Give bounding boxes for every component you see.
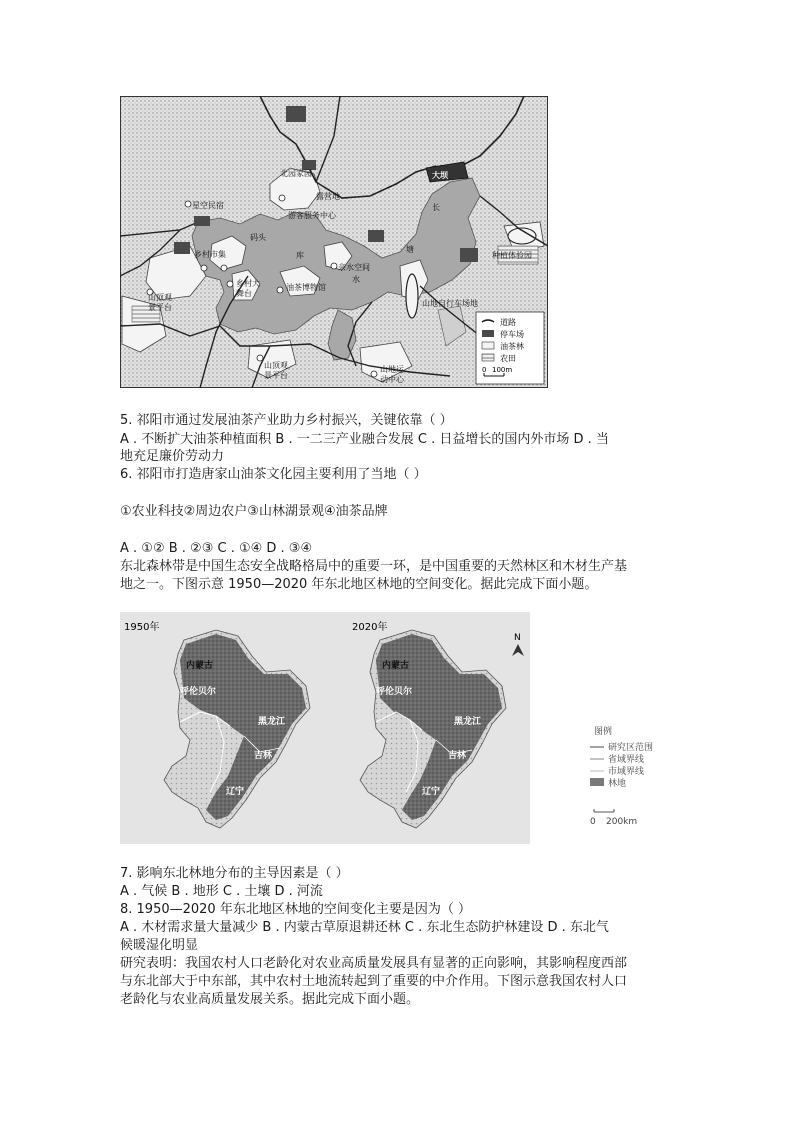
legend-parking: 停车场 — [500, 330, 524, 339]
label-tang: 塘 — [406, 245, 414, 254]
question-6-options: A . ①② B . ②③ C . ①④ D . ③④ — [120, 541, 313, 556]
map1-legend — [476, 312, 544, 384]
legend-study-area: 研究区范围 — [608, 743, 654, 753]
label-oil-tea-museum: 油茶博物馆 — [286, 283, 326, 292]
label-heilongjiang-2020: 黑龙江 — [454, 717, 482, 727]
year-label-1950: 1950年 — [124, 622, 160, 633]
legend-forest: 林地 — [608, 779, 627, 789]
intro-aging-line2: 与东北部大于中东部，其中农村土地流转起到了重要的中介作用。下图示意我国农村人口 — [120, 974, 628, 989]
parking-lot — [368, 230, 384, 242]
legend-title: 图例 — [594, 727, 613, 737]
question-7-options: A . 气候 B . 地形 C . 土壤 D . 河流 — [120, 884, 323, 899]
question-5-options-line2: 地充足廉价劳动力 — [120, 449, 225, 464]
oil-tea-park-map — [120, 96, 548, 388]
label-starry-homestay: 星空民宿 — [192, 201, 224, 210]
legend-scale-length: 200km — [606, 817, 638, 827]
question-5-stem: 5. 祁阳市通过发展油茶产业助力乡村振兴，关键依靠（ ） — [120, 413, 453, 428]
label-village-stage-2: 舞台 — [236, 289, 252, 298]
legend-city-line: 市域界线 — [608, 767, 645, 777]
label-dam: 大坝 — [432, 171, 448, 180]
label-village-stage-1: 乡村大 — [236, 279, 260, 288]
year-label-2020: 2020年 — [352, 622, 388, 633]
map2-legend — [590, 725, 653, 827]
label-viewpoint-1b: 景平台 — [148, 303, 172, 312]
label-reservoir-ku: 库 — [296, 251, 304, 260]
question-8-options-line1: A . 木材需求量大量减少 B . 内蒙古草原退耕还林 C . 东北生态防护林建设 D . 东北气 — [120, 920, 609, 935]
legend-scale-length: 100m — [492, 366, 513, 374]
label-bike-field: 山地自行车场地 — [422, 299, 478, 308]
question-6-items: ①农业科技②周边农户③山林湖景观④油茶品牌 — [120, 504, 388, 519]
label-liaoning-2020: 辽宁 — [422, 787, 441, 797]
legend-road: 道路 — [500, 318, 516, 327]
legend-scale-zero: 0 — [482, 366, 487, 374]
question-6-stem: 6. 祁阳市打造唐家山油茶文化园主要利用了当地（ ） — [120, 467, 427, 482]
question-8-stem: 8. 1950—2020 年东北地区林地的空间变化主要是因为（ ） — [120, 902, 471, 917]
label-water: 水 — [352, 275, 360, 284]
intro-northeast-forest-line1: 东北森林带是中国生态安全战略格局中的重要一环，是中国重要的天然林区和木材生产基 — [120, 559, 628, 574]
parking-lot — [194, 216, 210, 226]
label-north-garden: 北园家园 — [280, 169, 312, 178]
parking-lot — [286, 106, 306, 122]
label-jilin-1950: 吉林 — [254, 751, 273, 761]
intro-aging-line1: 研究表明：我国农村人口老龄化对农业高质量发展具有显著的正向影响，其影响程度西部 — [120, 956, 628, 971]
label-hulunbeier-1950: 呼伦贝尔 — [180, 687, 217, 697]
label-hulunbeier-2020: 呼伦贝尔 — [376, 687, 413, 697]
parking-lot — [174, 242, 190, 254]
label-water-space: 亲水空间 — [338, 263, 370, 272]
label-neimenggu-1950: 内蒙古 — [186, 661, 214, 671]
label-jilin-2020: 吉林 — [448, 751, 467, 761]
label-chang: 长 — [432, 203, 440, 212]
label-wharf: 码头 — [250, 233, 266, 242]
label-campsite: 露营地 — [316, 192, 340, 201]
label-liaoning-1950: 辽宁 — [226, 787, 245, 797]
label-mountain-sports-a: 山地运 — [380, 365, 404, 374]
intro-aging-line3: 老龄化与农业高质量发展关系。据此完成下面小题。 — [120, 992, 420, 1007]
question-5-options-line1: A . 不断扩大油茶种植面积 B . 一二三产业融合发展 C . 日益增长的国内外市场 D . 当 — [120, 432, 609, 447]
question-8-options-line2: 候暖湿化明显 — [120, 938, 199, 953]
legend-scale-zero: 0 — [590, 817, 596, 827]
label-neimenggu-2020: 内蒙古 — [382, 661, 410, 671]
legend-province-line: 省域界线 — [608, 755, 645, 765]
label-village-market: 乡村市集 — [194, 250, 226, 259]
legend-oil-tea: 油茶林 — [500, 342, 524, 351]
label-visitor-center: 游客服务中心 — [288, 211, 336, 220]
label-viewpoint-2a: 山顶观 — [264, 361, 288, 370]
label-mountain-sports-b: 动中心 — [380, 375, 404, 384]
svg-text:N: N — [514, 633, 521, 643]
question-7-stem: 7. 影响东北林地分布的主导因素是（ ） — [120, 866, 349, 881]
legend-field: 农田 — [500, 354, 516, 363]
northeast-forest-maps — [120, 612, 680, 844]
parking-lot — [460, 248, 478, 262]
label-viewpoint-2b: 景平台 — [264, 371, 288, 380]
label-planting-garden: 种植体验园 — [492, 251, 532, 260]
track — [406, 274, 418, 318]
label-heilongjiang-1950: 黑龙江 — [258, 717, 286, 727]
intro-northeast-forest-line2: 地之一。下图示意 1950—2020 年东北地区林地的空间变化。据此完成下面小题。 — [120, 577, 598, 592]
label-viewpoint-1a: 山顶观 — [148, 293, 172, 302]
